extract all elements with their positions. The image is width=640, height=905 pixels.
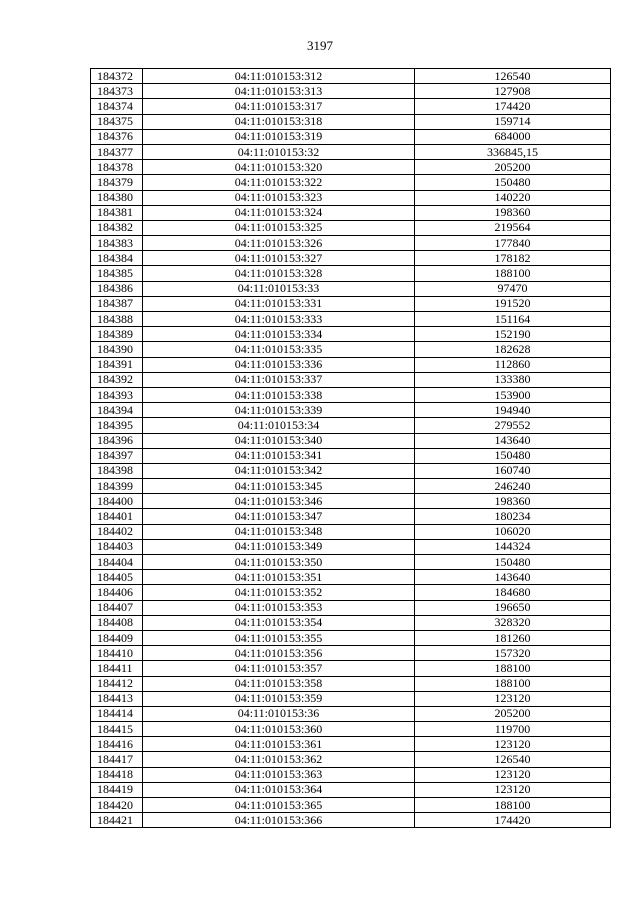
row-number-cell: 184420 bbox=[91, 798, 143, 813]
table-row bbox=[91, 676, 611, 691]
value-cell: 174420 bbox=[415, 99, 611, 114]
cadastral-number-cell: 04:11:010153:338 bbox=[143, 387, 415, 402]
cadastral-number-cell: 04:11:010153:366 bbox=[143, 813, 415, 828]
row-number-cell: 184403 bbox=[91, 539, 143, 554]
table-row bbox=[91, 144, 611, 159]
row-number-cell: 184378 bbox=[91, 160, 143, 175]
table-row bbox=[91, 813, 611, 828]
value-cell: 196650 bbox=[415, 600, 611, 615]
cadastral-number-cell: 04:11:010153:333 bbox=[143, 312, 415, 327]
data-table bbox=[90, 68, 611, 828]
value-cell: 157320 bbox=[415, 646, 611, 661]
row-number-cell: 184381 bbox=[91, 205, 143, 220]
table-row bbox=[91, 585, 611, 600]
row-number-cell: 184414 bbox=[91, 706, 143, 721]
row-number-cell: 184404 bbox=[91, 555, 143, 570]
cadastral-number-cell: 04:11:010153:34 bbox=[143, 418, 415, 433]
table-row bbox=[91, 266, 611, 281]
table-row bbox=[91, 69, 611, 84]
cadastral-number-cell: 04:11:010153:323 bbox=[143, 190, 415, 205]
table-row bbox=[91, 691, 611, 706]
cadastral-number-cell: 04:11:010153:341 bbox=[143, 448, 415, 463]
row-number-cell: 184405 bbox=[91, 570, 143, 585]
row-number-cell: 184397 bbox=[91, 448, 143, 463]
table-row bbox=[91, 342, 611, 357]
row-number-cell: 184374 bbox=[91, 99, 143, 114]
value-cell: 182628 bbox=[415, 342, 611, 357]
cadastral-number-cell: 04:11:010153:353 bbox=[143, 600, 415, 615]
row-number-cell: 184412 bbox=[91, 676, 143, 691]
value-cell: 174420 bbox=[415, 813, 611, 828]
table-row bbox=[91, 372, 611, 387]
value-cell: 198360 bbox=[415, 205, 611, 220]
table-row bbox=[91, 99, 611, 114]
cadastral-number-cell: 04:11:010153:347 bbox=[143, 509, 415, 524]
value-cell: 328320 bbox=[415, 615, 611, 630]
row-number-cell: 184396 bbox=[91, 433, 143, 448]
row-number-cell: 184373 bbox=[91, 84, 143, 99]
table-row bbox=[91, 615, 611, 630]
table-row bbox=[91, 524, 611, 539]
cadastral-number-cell: 04:11:010153:33 bbox=[143, 281, 415, 296]
cadastral-number-cell: 04:11:010153:349 bbox=[143, 539, 415, 554]
value-cell: 150480 bbox=[415, 448, 611, 463]
cadastral-number-cell: 04:11:010153:336 bbox=[143, 357, 415, 372]
table-row bbox=[91, 357, 611, 372]
row-number-cell: 184398 bbox=[91, 463, 143, 478]
value-cell: 151164 bbox=[415, 312, 611, 327]
page-number: 3197 bbox=[307, 38, 333, 53]
row-number-cell: 184393 bbox=[91, 387, 143, 402]
row-number-cell: 184419 bbox=[91, 782, 143, 797]
table-row bbox=[91, 387, 611, 402]
table-row bbox=[91, 509, 611, 524]
table-body bbox=[91, 69, 611, 828]
row-number-cell: 184386 bbox=[91, 281, 143, 296]
table-row bbox=[91, 798, 611, 813]
cadastral-number-cell: 04:11:010153:342 bbox=[143, 463, 415, 478]
row-number-cell: 184385 bbox=[91, 266, 143, 281]
row-number-cell: 184383 bbox=[91, 236, 143, 251]
value-cell: 143640 bbox=[415, 570, 611, 585]
cadastral-number-cell: 04:11:010153:328 bbox=[143, 266, 415, 281]
table-row bbox=[91, 494, 611, 509]
cadastral-number-cell: 04:11:010153:327 bbox=[143, 251, 415, 266]
table-row bbox=[91, 418, 611, 433]
table-row bbox=[91, 205, 611, 220]
row-number-cell: 184391 bbox=[91, 357, 143, 372]
value-cell: 123120 bbox=[415, 691, 611, 706]
table-row bbox=[91, 555, 611, 570]
row-number-cell: 184380 bbox=[91, 190, 143, 205]
table-row bbox=[91, 251, 611, 266]
row-number-cell: 184390 bbox=[91, 342, 143, 357]
cadastral-number-cell: 04:11:010153:355 bbox=[143, 630, 415, 645]
row-number-cell: 184392 bbox=[91, 372, 143, 387]
row-number-cell: 184406 bbox=[91, 585, 143, 600]
cadastral-number-cell: 04:11:010153:365 bbox=[143, 798, 415, 813]
value-cell: 184680 bbox=[415, 585, 611, 600]
table-row bbox=[91, 175, 611, 190]
value-cell: 191520 bbox=[415, 296, 611, 311]
row-number-cell: 184418 bbox=[91, 767, 143, 782]
row-number-cell: 184395 bbox=[91, 418, 143, 433]
table-row bbox=[91, 600, 611, 615]
table-row bbox=[91, 767, 611, 782]
table-row bbox=[91, 236, 611, 251]
cadastral-number-cell: 04:11:010153:358 bbox=[143, 676, 415, 691]
table-row bbox=[91, 220, 611, 235]
cadastral-number-cell: 04:11:010153:352 bbox=[143, 585, 415, 600]
table-row bbox=[91, 160, 611, 175]
cadastral-number-cell: 04:11:010153:360 bbox=[143, 722, 415, 737]
row-number-cell: 184409 bbox=[91, 630, 143, 645]
value-cell: 684000 bbox=[415, 129, 611, 144]
row-number-cell: 184411 bbox=[91, 661, 143, 676]
row-number-cell: 184375 bbox=[91, 114, 143, 129]
row-number-cell: 184382 bbox=[91, 220, 143, 235]
value-cell: 123120 bbox=[415, 782, 611, 797]
row-number-cell: 184384 bbox=[91, 251, 143, 266]
cadastral-number-cell: 04:11:010153:317 bbox=[143, 99, 415, 114]
value-cell: 144324 bbox=[415, 539, 611, 554]
table-row bbox=[91, 296, 611, 311]
cadastral-number-cell: 04:11:010153:346 bbox=[143, 494, 415, 509]
row-number-cell: 184410 bbox=[91, 646, 143, 661]
table-row bbox=[91, 782, 611, 797]
value-cell: 194940 bbox=[415, 403, 611, 418]
cadastral-number-cell: 04:11:010153:319 bbox=[143, 129, 415, 144]
cadastral-number-cell: 04:11:010153:318 bbox=[143, 114, 415, 129]
table-row bbox=[91, 463, 611, 478]
value-cell: 119700 bbox=[415, 722, 611, 737]
value-cell: 159714 bbox=[415, 114, 611, 129]
cadastral-number-cell: 04:11:010153:325 bbox=[143, 220, 415, 235]
table-row bbox=[91, 190, 611, 205]
table-row bbox=[91, 479, 611, 494]
value-cell: 205200 bbox=[415, 160, 611, 175]
cadastral-number-cell: 04:11:010153:335 bbox=[143, 342, 415, 357]
value-cell: 181260 bbox=[415, 630, 611, 645]
row-number-cell: 184413 bbox=[91, 691, 143, 706]
row-number-cell: 184394 bbox=[91, 403, 143, 418]
table-row bbox=[91, 327, 611, 342]
cadastral-number-cell: 04:11:010153:354 bbox=[143, 615, 415, 630]
table-row bbox=[91, 539, 611, 554]
row-number-cell: 184399 bbox=[91, 479, 143, 494]
table-row bbox=[91, 722, 611, 737]
table-row bbox=[91, 630, 611, 645]
value-cell: 126540 bbox=[415, 752, 611, 767]
row-number-cell: 184421 bbox=[91, 813, 143, 828]
value-cell: 219564 bbox=[415, 220, 611, 235]
value-cell: 143640 bbox=[415, 433, 611, 448]
value-cell: 188100 bbox=[415, 676, 611, 691]
value-cell: 126540 bbox=[415, 69, 611, 84]
value-cell: 97470 bbox=[415, 281, 611, 296]
cadastral-number-cell: 04:11:010153:364 bbox=[143, 782, 415, 797]
row-number-cell: 184389 bbox=[91, 327, 143, 342]
row-number-cell: 184388 bbox=[91, 312, 143, 327]
cadastral-number-cell: 04:11:010153:322 bbox=[143, 175, 415, 190]
table-row bbox=[91, 661, 611, 676]
value-cell: 127908 bbox=[415, 84, 611, 99]
cadastral-number-cell: 04:11:010153:350 bbox=[143, 555, 415, 570]
table-row bbox=[91, 312, 611, 327]
row-number-cell: 184408 bbox=[91, 615, 143, 630]
row-number-cell: 184416 bbox=[91, 737, 143, 752]
value-cell: 150480 bbox=[415, 175, 611, 190]
table-row bbox=[91, 737, 611, 752]
cadastral-number-cell: 04:11:010153:36 bbox=[143, 706, 415, 721]
cadastral-number-cell: 04:11:010153:339 bbox=[143, 403, 415, 418]
cadastral-number-cell: 04:11:010153:312 bbox=[143, 69, 415, 84]
row-number-cell: 184400 bbox=[91, 494, 143, 509]
value-cell: 177840 bbox=[415, 236, 611, 251]
table-row bbox=[91, 570, 611, 585]
value-cell: 279552 bbox=[415, 418, 611, 433]
table-row bbox=[91, 403, 611, 418]
cadastral-number-cell: 04:11:010153:345 bbox=[143, 479, 415, 494]
value-cell: 198360 bbox=[415, 494, 611, 509]
cadastral-number-cell: 04:11:010153:359 bbox=[143, 691, 415, 706]
value-cell: 153900 bbox=[415, 387, 611, 402]
value-cell: 180234 bbox=[415, 509, 611, 524]
table-row bbox=[91, 114, 611, 129]
row-number-cell: 184377 bbox=[91, 144, 143, 159]
cadastral-number-cell: 04:11:010153:362 bbox=[143, 752, 415, 767]
cadastral-number-cell: 04:11:010153:340 bbox=[143, 433, 415, 448]
row-number-cell: 184387 bbox=[91, 296, 143, 311]
value-cell: 123120 bbox=[415, 767, 611, 782]
table-row bbox=[91, 84, 611, 99]
value-cell: 336845,15 bbox=[415, 144, 611, 159]
table-row bbox=[91, 433, 611, 448]
value-cell: 123120 bbox=[415, 737, 611, 752]
table-row bbox=[91, 129, 611, 144]
value-cell: 188100 bbox=[415, 661, 611, 676]
cadastral-number-cell: 04:11:010153:334 bbox=[143, 327, 415, 342]
row-number-cell: 184417 bbox=[91, 752, 143, 767]
cadastral-number-cell: 04:11:010153:313 bbox=[143, 84, 415, 99]
cadastral-number-cell: 04:11:010153:320 bbox=[143, 160, 415, 175]
row-number-cell: 184379 bbox=[91, 175, 143, 190]
value-cell: 160740 bbox=[415, 463, 611, 478]
value-cell: 246240 bbox=[415, 479, 611, 494]
cadastral-number-cell: 04:11:010153:357 bbox=[143, 661, 415, 676]
row-number-cell: 184415 bbox=[91, 722, 143, 737]
cadastral-number-cell: 04:11:010153:351 bbox=[143, 570, 415, 585]
cadastral-number-cell: 04:11:010153:324 bbox=[143, 205, 415, 220]
value-cell: 112860 bbox=[415, 357, 611, 372]
cadastral-number-cell: 04:11:010153:326 bbox=[143, 236, 415, 251]
row-number-cell: 184376 bbox=[91, 129, 143, 144]
value-cell: 188100 bbox=[415, 798, 611, 813]
table-row bbox=[91, 646, 611, 661]
table-row bbox=[91, 281, 611, 296]
value-cell: 178182 bbox=[415, 251, 611, 266]
table-row bbox=[91, 448, 611, 463]
value-cell: 140220 bbox=[415, 190, 611, 205]
row-number-cell: 184402 bbox=[91, 524, 143, 539]
cadastral-number-cell: 04:11:010153:348 bbox=[143, 524, 415, 539]
value-cell: 106020 bbox=[415, 524, 611, 539]
value-cell: 152190 bbox=[415, 327, 611, 342]
value-cell: 133380 bbox=[415, 372, 611, 387]
cadastral-number-cell: 04:11:010153:331 bbox=[143, 296, 415, 311]
table-row bbox=[91, 752, 611, 767]
value-cell: 150480 bbox=[415, 555, 611, 570]
row-number-cell: 184401 bbox=[91, 509, 143, 524]
cadastral-number-cell: 04:11:010153:363 bbox=[143, 767, 415, 782]
cadastral-number-cell: 04:11:010153:356 bbox=[143, 646, 415, 661]
value-cell: 188100 bbox=[415, 266, 611, 281]
value-cell: 205200 bbox=[415, 706, 611, 721]
row-number-cell: 184407 bbox=[91, 600, 143, 615]
cadastral-number-cell: 04:11:010153:32 bbox=[143, 144, 415, 159]
table-row bbox=[91, 706, 611, 721]
row-number-cell: 184372 bbox=[91, 69, 143, 84]
cadastral-number-cell: 04:11:010153:361 bbox=[143, 737, 415, 752]
cadastral-number-cell: 04:11:010153:337 bbox=[143, 372, 415, 387]
